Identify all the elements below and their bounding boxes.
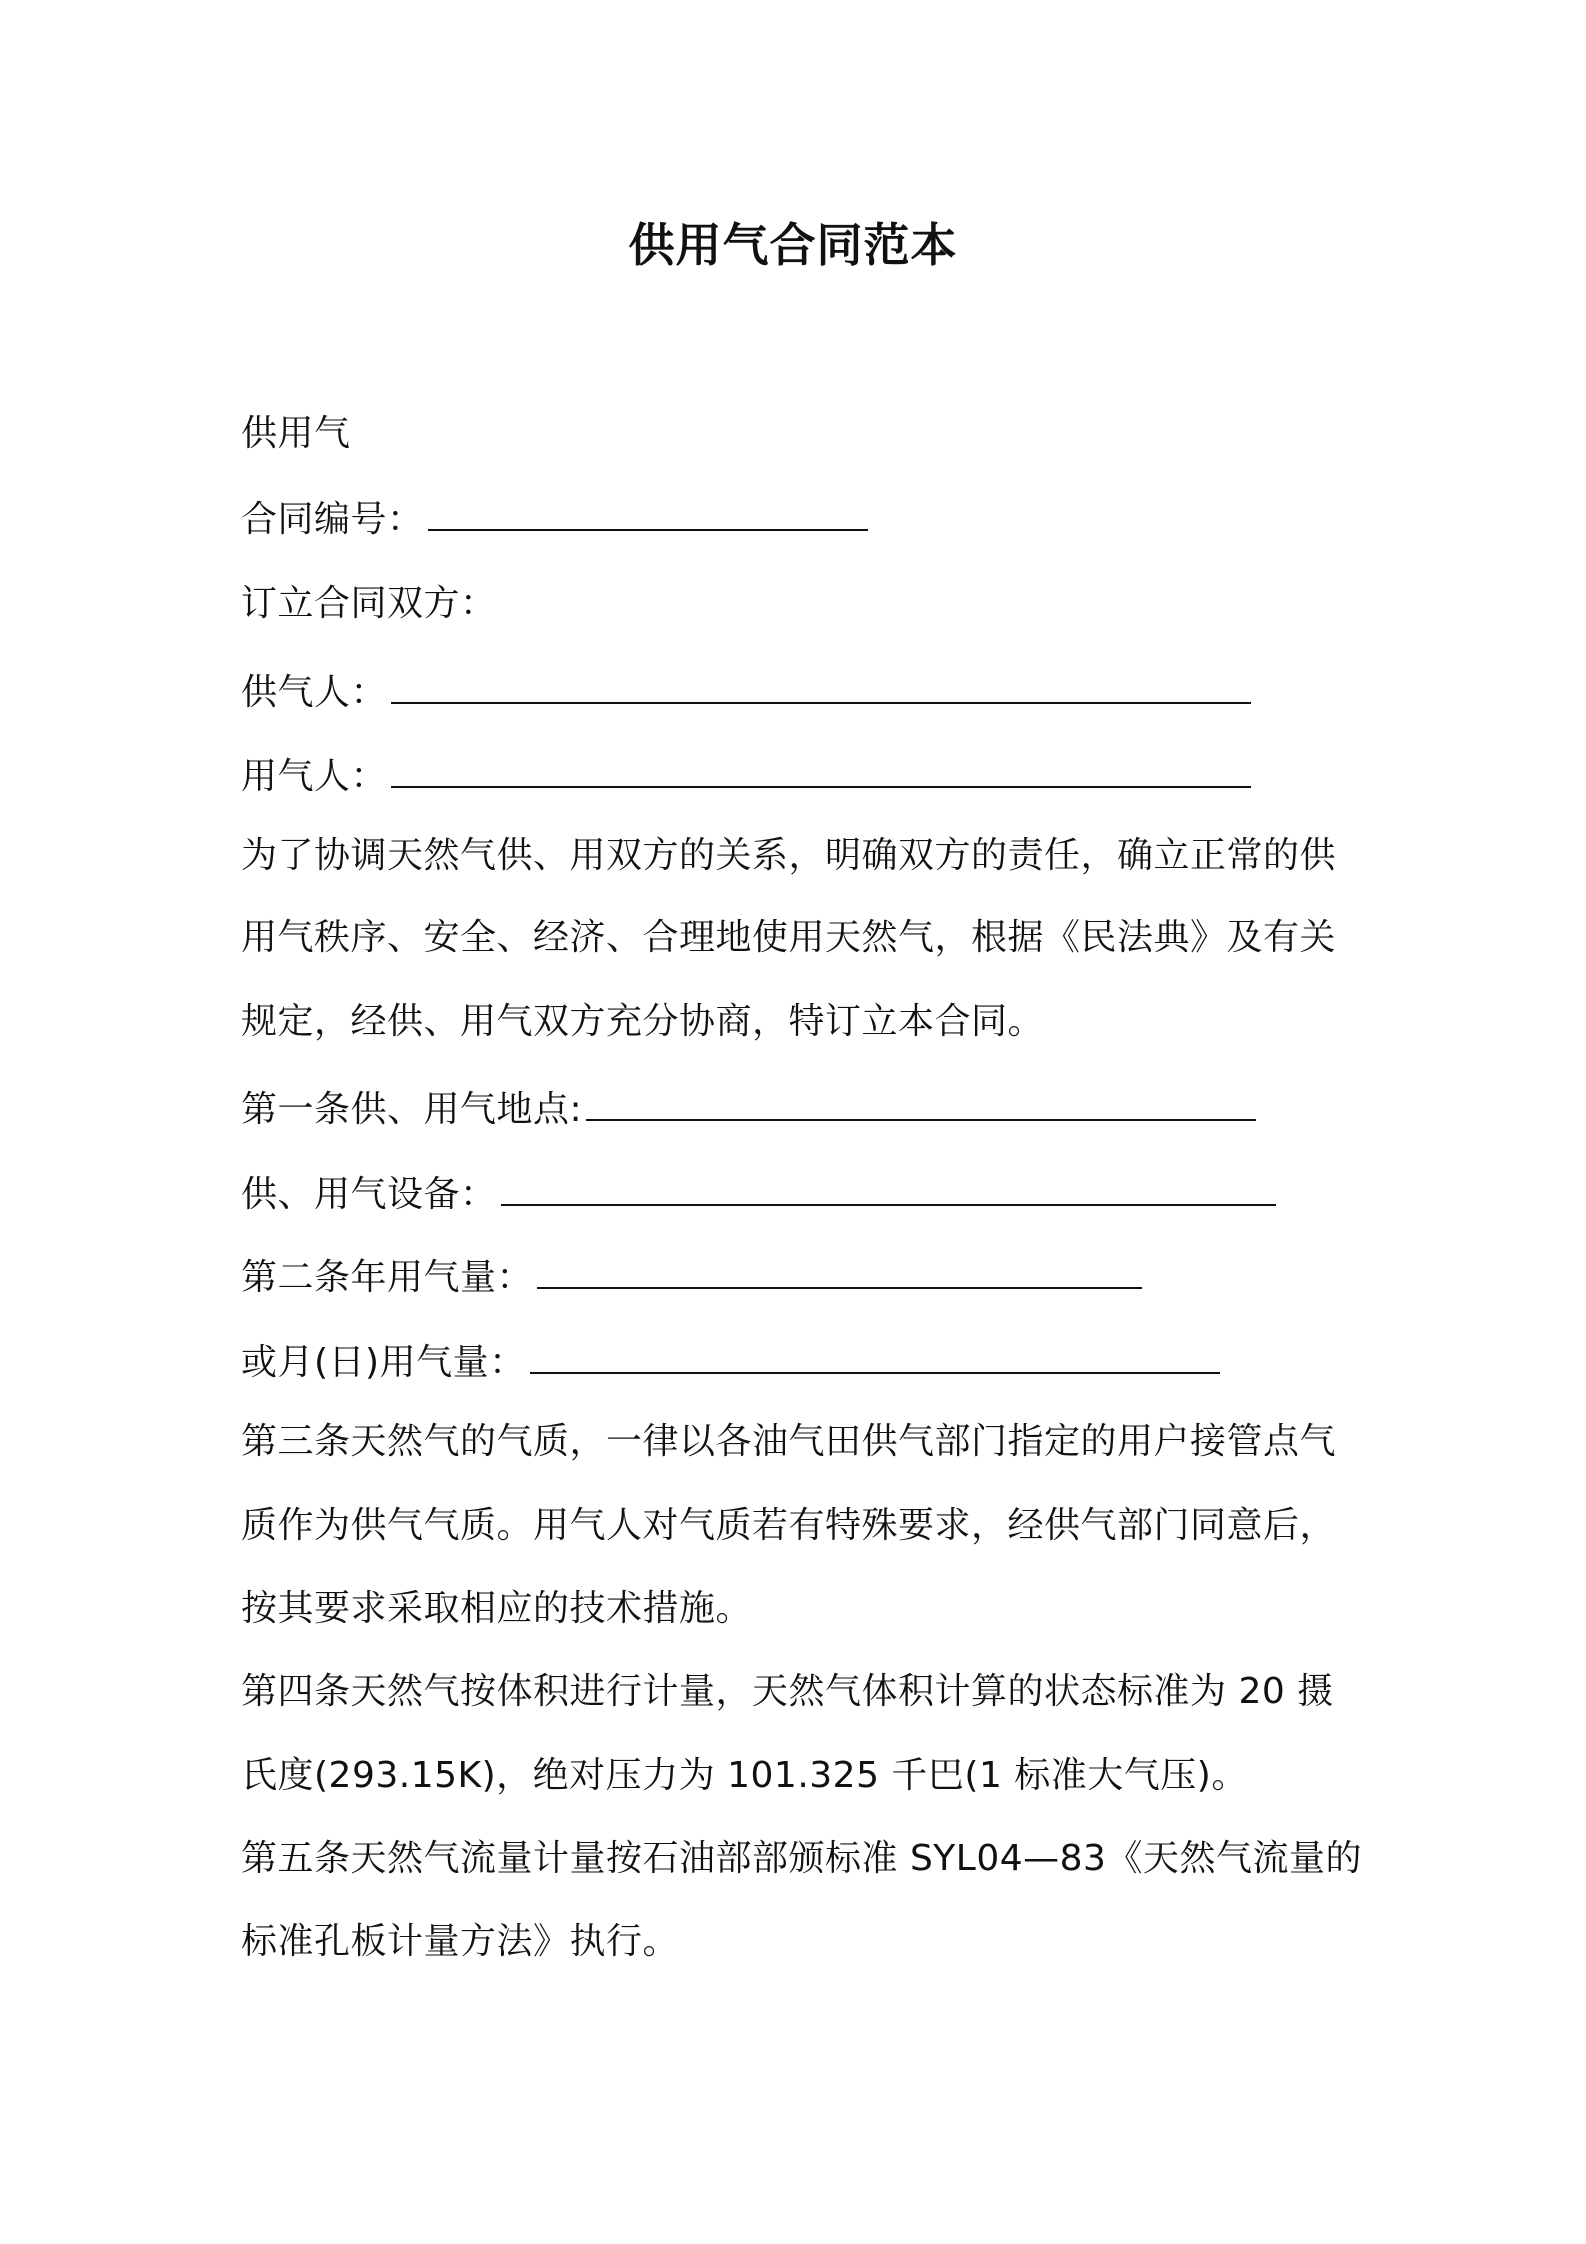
equipment-blank — [501, 1170, 1276, 1206]
article-1-location-line — [241, 1085, 1256, 1134]
doc-line-text: 按其要求采取相应的技术措施。 — [241, 1588, 753, 1629]
article-1-location-label: 第一条供、用气地点: — [241, 1089, 583, 1130]
supplier-label: 供气人： — [241, 672, 388, 713]
article-1-location-blank — [586, 1085, 1256, 1121]
equipment-line — [241, 1170, 1276, 1219]
doc-line-text: 质作为供气气质。用气人对气质若有特殊要求，经供气部门同意后， — [241, 1505, 1337, 1546]
supplier-line — [241, 668, 1251, 717]
doc-line-text: 供用气 — [241, 413, 351, 454]
doc-line-text: 标准孔板计量方法》执行。 — [241, 1921, 680, 1962]
doc-line-text: 第三条天然气的气质，一律以各油气田供气部门指定的用户接管点气 — [241, 1421, 1337, 1462]
contract-number-line — [241, 495, 868, 544]
doc-line-text: 规定，经供、用气双方充分协商，特订立本合同。 — [241, 1001, 1045, 1042]
article-3-line-1 — [241, 1418, 1336, 1466]
contract-number-blank — [428, 495, 868, 531]
monthly-daily-line — [241, 1338, 1220, 1387]
monthly-daily-label: 或月(日)用气量： — [241, 1342, 526, 1383]
consumer-blank — [391, 752, 1251, 788]
preamble-line-1 — [241, 832, 1336, 880]
article-2-annual-label: 第二条年用气量： — [241, 1257, 534, 1298]
document-title: 供用气合同范本 — [628, 218, 958, 272]
monthly-daily-blank — [530, 1338, 1220, 1374]
doc-line-heading — [241, 410, 351, 458]
article-3-line-3 — [241, 1585, 752, 1633]
article-5-line-1 — [241, 1835, 1362, 1883]
contract-number-label: 合同编号： — [241, 499, 424, 540]
article-3-line-2 — [241, 1502, 1336, 1550]
preamble-line-3 — [241, 998, 1044, 1046]
doc-line-text: 用气秩序、安全、经济、合理地使用天然气，根据《民法典》及有关 — [241, 917, 1337, 958]
preamble-line-2 — [241, 914, 1336, 962]
supplier-blank — [391, 668, 1251, 704]
consumer-line — [241, 752, 1251, 801]
equipment-label: 供、用气设备： — [241, 1174, 497, 1215]
article-5-line-2 — [241, 1918, 679, 1966]
article-2-annual-blank — [537, 1253, 1142, 1289]
article-4-line-1 — [241, 1668, 1334, 1716]
doc-line-text: 第五条天然气流量计量按石油部部颁标准 SYL04—83《天然气流量的 — [241, 1838, 1362, 1879]
doc-line-text: 氏度(293.15K)，绝对压力为 101.325 千巴(1 标准大气压)。 — [241, 1755, 1248, 1796]
consumer-label: 用气人： — [241, 756, 388, 797]
parties-label: 订立合同双方： — [241, 583, 497, 624]
doc-line-text: 第四条天然气按体积进行计量，天然气体积计算的状态标准为 20 摄 — [241, 1671, 1334, 1712]
article-4-line-2 — [241, 1752, 1248, 1800]
article-2-annual-line — [241, 1253, 1142, 1302]
parties-line — [241, 580, 497, 628]
doc-line-text: 为了协调天然气供、用双方的关系，明确双方的责任，确立正常的供 — [241, 835, 1337, 876]
